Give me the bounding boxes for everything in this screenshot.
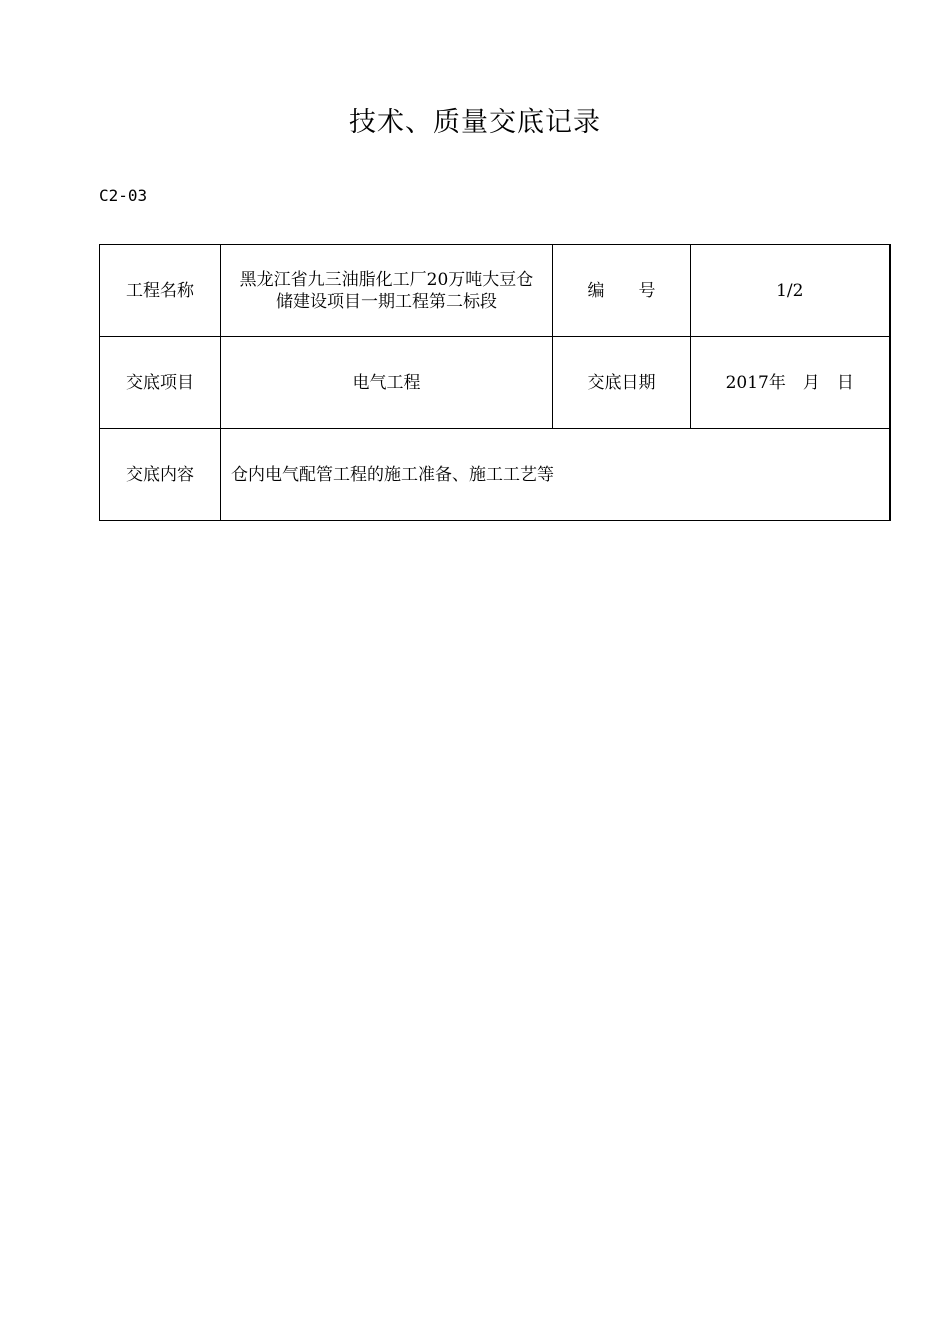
number-value: 1/2 [691,245,890,337]
item-label: 交底项目 [100,337,221,429]
date-value: 2017年 月 日 [691,337,890,429]
project-name-cell [221,245,553,337]
table-row [100,429,890,521]
content-value: 仓内电气配管工程的施工准备、施工工艺等 [221,429,890,521]
document-title: 技术、质量交底记录 [349,107,601,138]
record-table [99,244,891,521]
form-code: C2-03 [99,186,148,205]
project-name-value: 黑龙江省九三油脂化工厂20万吨大豆仓储建设项目一期工程第二标段 [239,269,534,312]
number-label: 编 号 [553,245,691,337]
date-label: 交底日期 [553,337,691,429]
item-value: 电气工程 [221,337,553,429]
content-label: 交底内容 [100,429,221,521]
project-name-label: 工程名称 [100,245,221,337]
table-row [100,337,890,429]
table-row [100,245,890,337]
